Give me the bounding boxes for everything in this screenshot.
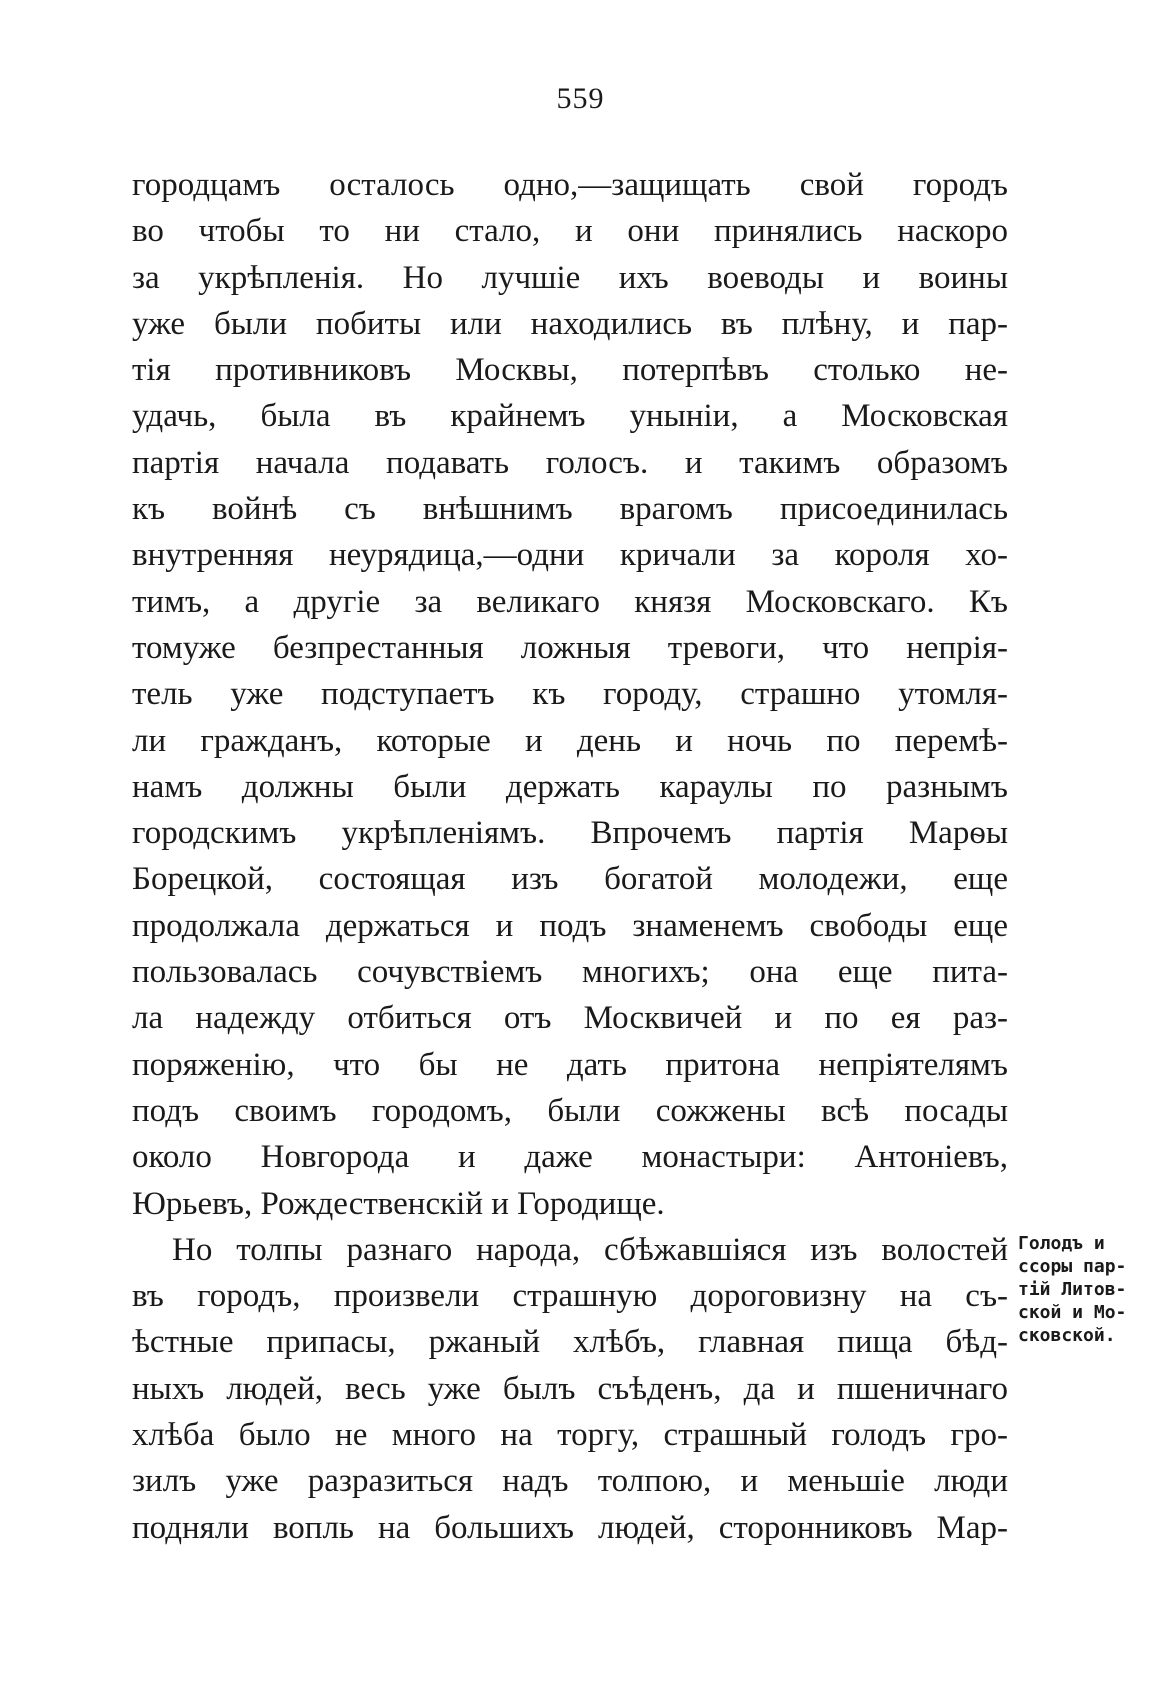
text-line: около Новгорода и даже монастыри: Антоніевъ, [132,1139,1008,1176]
text-line: ли гражданъ, которые и день и ночь по перемѣ- [132,722,1008,759]
page-number: 559 [556,82,605,115]
text-line: тія противниковъ Москвы, потерпѣвъ столько не- [132,352,1008,389]
text-line: зилъ уже разразиться надъ толпою, и меньшіе люди [132,1463,1008,1500]
text-line: тимъ, а другіе за великаго князя Московскаго. Къ [132,583,1008,620]
body-text [132,162,1008,1551]
text-line: уже были побиты или находились въ плѣну, и пар- [132,305,1008,342]
text-line: подъ своимъ городомъ, были сожжены всѣ посады [132,1092,1008,1129]
text-line: городцамъ осталось одно,—защищать свой городъ [132,167,1008,203]
text-line: поряженію, что бы не дать притона непріятелямъ [132,1046,1008,1083]
text-line: городскимъ укрѣпленіямъ. Впрочемъ партія Марѳы [132,815,1008,852]
text-line: партія начала подавать голосъ. и такимъ образомъ [132,444,1008,481]
text-line: намъ должны были держать караулы по разнымъ [132,768,1008,805]
text-line: ла надежду отбиться отъ Москвичей и по ея раз- [132,1000,1008,1037]
text-line: Юрьевъ, Рождественскій и Городище. [132,1185,665,1222]
text-line: къ войнѣ съ внѣшнимъ врагомъ присоединилась [132,491,1008,528]
text-line: въ городъ, произвели страшную дороговизну на съ- [132,1278,1008,1315]
text-line: подняли вопль на большихъ людей, сторонниковъ Мар- [132,1509,1008,1546]
margin-note-line: сковской. [1018,1325,1116,1346]
margin-note-line: Голодъ и [1018,1233,1105,1254]
margin-note [1018,1232,1158,1347]
text-line: томуже безпрестанныя ложныя тревоги, что непрія- [132,629,1008,666]
text-line: хлѣба было не много на торгу, страшный голодъ гро- [132,1417,1008,1454]
text-line: Борецкой, состоящая изъ богатой молодежи, еще [132,861,1008,898]
text-line: удачь, была въ крайнемъ уныніи, а Московская [132,398,1008,435]
text-line: ѣстные припасы, ржаный хлѣбъ, главная пища бѣд- [132,1324,1008,1361]
margin-note-line: тій Литов- [1018,1279,1127,1300]
text-line: внутренняя неурядица,—одни кричали за короля хо- [132,537,1008,574]
text-line: во чтобы то ни стало, и они принялись наскоро [132,213,1008,250]
text-line: за укрѣпленія. Но лучшіе ихъ воеводы и воины [132,259,1008,296]
text-line: ныхъ людей, весь уже былъ съѣденъ, да и пшеничнаго [132,1370,1008,1407]
paragraph-1 [132,162,1008,1227]
text-line: пользовалась сочувствіемъ многихъ; она еще пита- [132,954,1008,991]
paragraph-2 [132,1227,1008,1551]
margin-note-line: ской и Мо- [1018,1302,1127,1323]
margin-note-line: ссоры пар- [1018,1256,1127,1277]
text-line: тель уже подступаетъ къ городу, страшно утомля- [132,676,1008,713]
text-line: продолжала держаться и подъ знаменемъ свободы еще [132,907,1008,944]
text-line: Но толпы разнаго народа, сбѣжавшіяся изъ волостей [172,1231,1008,1268]
